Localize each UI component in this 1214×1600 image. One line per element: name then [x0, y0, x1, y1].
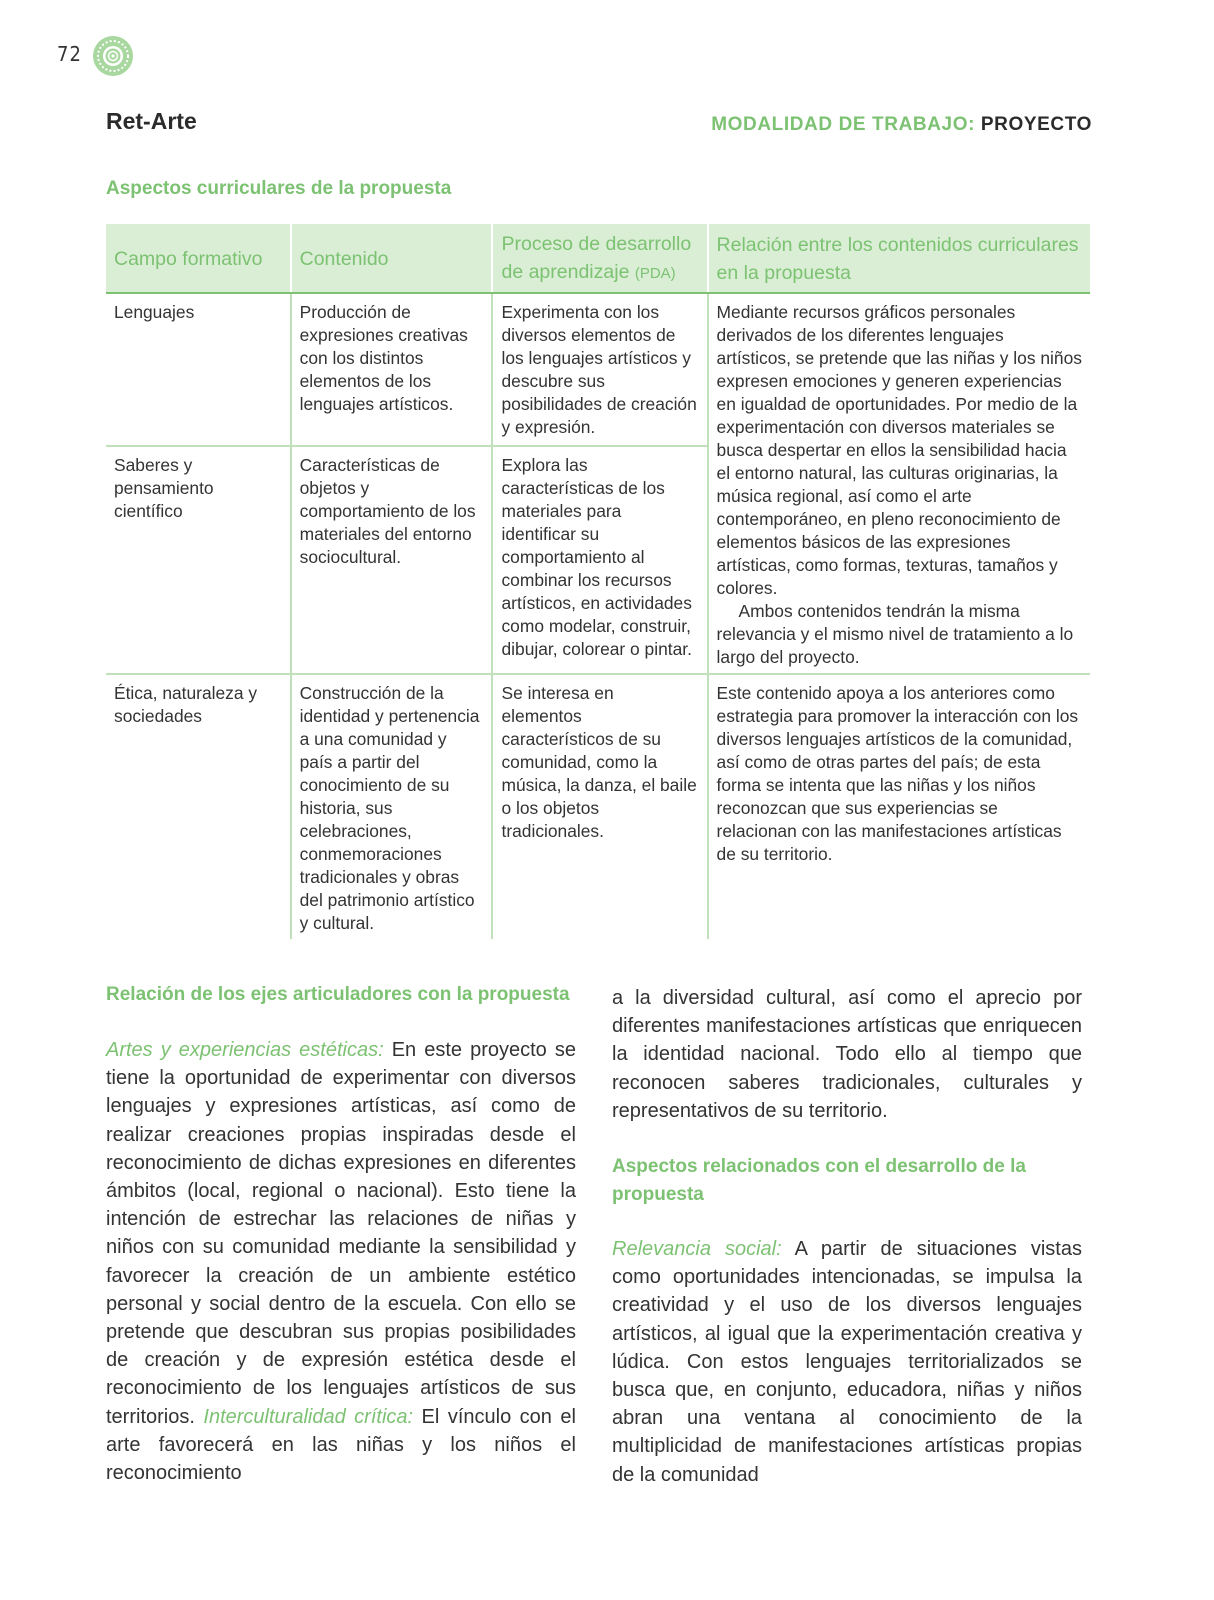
desarrollo-heading: Aspectos relacionados con el desarrollo de la propuesta	[612, 1156, 1026, 1206]
interculturalidad-continued: a la diversidad cultural, así como el aprecio por diferentes manifestaciones artísticas que enriquecen la identidad nacional. Todo ello al tiempo que reconocen saberes tradicionales, culturales y representativos de su territorio.	[612, 987, 1082, 1122]
column-header-pda	[492, 224, 707, 293]
interculturalidad-label: Interculturalidad crítica:	[203, 1405, 414, 1428]
page-number: 72	[57, 42, 82, 66]
column-header-relacion: Relación entre los contenidos curriculares en la propuesta	[708, 224, 1090, 293]
cell-contenido: Construcción de la identidad y pertenencia a una comunidad y país a partir del conocimiento de su historia, sus celebraciones, conmemoraciones tradicionales y obras del patrimonio artístico y cultural.	[291, 674, 493, 939]
cell-contenido: Características de objetos y comportamiento de los materiales del entorno sociocultural.	[291, 446, 493, 674]
relacion-paragraph: Ambos contenidos tendrán la misma relevancia y el mismo nivel de tratamiento a lo largo del proyecto.	[716, 601, 1074, 667]
pda-header-text: Proceso de desarrollo de aprendizaje	[501, 233, 692, 283]
curricular-heading: Aspectos curriculares de la propuesta	[106, 178, 452, 199]
table-row	[106, 293, 1090, 446]
work-modality	[711, 114, 1092, 136]
ejes-paragraph	[106, 1036, 576, 1487]
table-header-row	[106, 224, 1090, 293]
interculturalidad-text: El vínculo con el arte favorecerá en las niñas y los niños el reconocimiento	[106, 1405, 576, 1485]
cell-campo: Saberes y pensamiento científico	[106, 446, 291, 674]
cell-contenido: Producción de expresiones creativas con los distintos elementos de los lenguajes artísticos.	[291, 293, 493, 446]
left-column	[106, 984, 576, 1487]
cell-relacion-merged	[708, 293, 1090, 674]
cell-pda: Experimenta con los diversos elementos de los lenguajes artísticos y descubre sus posibilidades de creación y expresión.	[492, 293, 707, 446]
relevancia-paragraph	[612, 1235, 1082, 1489]
relevancia-label: Relevancia social:	[612, 1238, 782, 1261]
relacion-paragraph: Mediante recursos gráficos personales derivados de los diferentes lenguajes artísticos, se pretende que las niñas y los niños expresen emociones y generen experiencias en igualdad de oportunidades. Por medio de la experimentación con diversos materiales se busca despertar en ellos la sensibilidad hacia el entorno natural, las culturas originarias, la música regional, así como el arte contemporáneo, en pleno reconocimiento de elementos básicos de las expresiones artísticas, como formas, texturas, tamaños y colores.	[716, 302, 1082, 598]
right-column	[612, 984, 1082, 1489]
page-title: Ret-Arte	[106, 108, 197, 134]
cell-campo: Lenguajes	[106, 293, 291, 446]
cell-relacion: Este contenido apoya a los anteriores como estrategia para promover la interacción con los diversos lenguajes artísticos de la comunidad, así como de otras partes del país; de esta forma se intenta que las niñas y los niños reconozcan que sus experiencias se relacionan con las manifestaciones artísticas de su territorio.	[708, 674, 1090, 939]
curricular-table	[106, 224, 1090, 939]
pda-abbreviation: (PDA)	[634, 265, 676, 282]
cell-campo: Ética, naturaleza y sociedades	[114, 683, 258, 726]
cell-pda: Explora las características de los materiales para identificar su comportamiento al combinar los recursos artísticos, en actividades como modelar, construir, dibujar, colorear o pintar.	[492, 446, 707, 674]
relevancia-text: A partir de situaciones vistas como oportunidades intencionadas, se impulsa la creatividad y el uso de los diversos lenguajes artísticos, al igual que la experimentación creativa y lúdica. Con estos lenguajes territorializados se busca que, en conjunto, educadora, niñas y niños abran una ventana al conocimiento de la multiplicidad de manifestaciones artísticas propias de la comunidad	[612, 1238, 1082, 1486]
sun-emblem-icon	[92, 35, 134, 77]
column-header-contenido: Contenido	[291, 224, 493, 293]
column-header-campo: Campo formativo	[106, 224, 291, 293]
modality-value: PROYECTO	[980, 114, 1092, 135]
artes-text: En este proyecto se tiene la oportunidad de experimentar con diversos lenguajes y expresiones artísticas, así como de realizar creaciones propias inspiradas desde el reconocimiento de dichas expresiones en diferentes ámbitos (local, regional o nacional). Esto tiene la intención de estrechar las relaciones de niñas y niños con su comunidad mediante la sensibilidad y favorecer la creación de un ambiente estético personal y social dentro de la escuela. Con ello se pretende que descubran sus propias posibilidades de creación y de expresión estética desde el reconocimiento de los lenguajes artísticos de sus territorios.	[106, 1039, 576, 1428]
table-row	[106, 674, 1090, 939]
ejes-heading: Relación de los ejes articuladores con la propuesta	[106, 984, 570, 1005]
modality-label: MODALIDAD DE TRABAJO:	[711, 114, 976, 135]
artes-label: Artes y experiencias estéticas:	[106, 1039, 384, 1061]
cell-pda: Se interesa en elementos característicos de su comunidad, como la música, la danza, el baile o los objetos tradicionales.	[492, 674, 707, 939]
